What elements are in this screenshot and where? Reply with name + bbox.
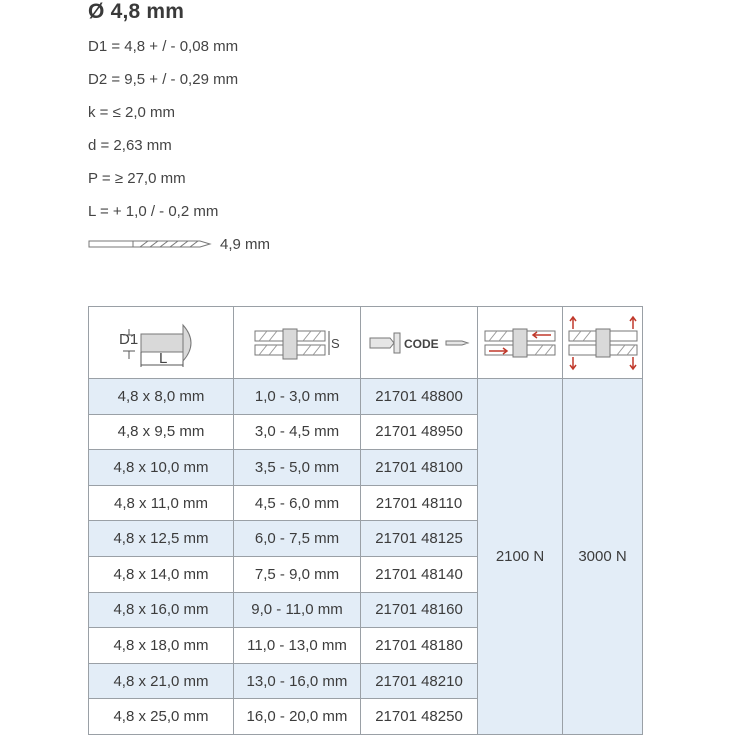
code-cell: 21701 48110 — [361, 485, 478, 521]
grip-cell: 7,5 - 9,0 mm — [234, 556, 361, 592]
grip-cell: 13,0 - 16,0 mm — [234, 663, 361, 699]
spec-d1: D1 = 4,8 + / - 0,08 mm — [88, 38, 239, 55]
grip-cell: 16,0 - 20,0 mm — [234, 699, 361, 735]
code-cell: 21701 48250 — [361, 699, 478, 735]
code-cell: 21701 48950 — [361, 414, 478, 450]
shear-force-value: 2100 N — [478, 379, 563, 735]
rivet-dimensions-header — [89, 307, 234, 379]
table-row — [89, 379, 643, 415]
size-cell: 4,8 x 9,5 mm — [89, 414, 234, 450]
code-cell: 21701 48100 — [361, 450, 478, 486]
table-header-row — [89, 307, 643, 379]
tensile-force-header — [563, 307, 643, 379]
rivet-spec-table — [88, 306, 643, 735]
grip-cell: 3,0 - 4,5 mm — [234, 414, 361, 450]
article-code-header — [361, 307, 478, 379]
grip-cell: 1,0 - 3,0 mm — [234, 379, 361, 415]
grip-cell: 9,0 - 11,0 mm — [234, 592, 361, 628]
grip-cell: 3,5 - 5,0 mm — [234, 450, 361, 486]
rivet-dimensions-icon — [101, 313, 221, 373]
code-cell: 21701 48180 — [361, 628, 478, 664]
article-code-icon — [364, 328, 474, 358]
size-cell: 4,8 x 14,0 mm — [89, 556, 234, 592]
size-cell: 4,8 x 25,0 mm — [89, 699, 234, 735]
grip-range-icon — [247, 323, 347, 363]
spec-k: k = ≤ 2,0 mm — [88, 104, 176, 121]
size-cell: 4,8 x 10,0 mm — [89, 450, 234, 486]
size-cell: 4,8 x 11,0 mm — [89, 485, 234, 521]
code-cell: 21701 48800 — [361, 379, 478, 415]
code-label: CODE — [404, 336, 439, 351]
spec-d: d = 2,63 mm — [88, 137, 172, 154]
grip-cell: 6,0 - 7,5 mm — [234, 521, 361, 557]
drill-size — [88, 234, 270, 254]
tensile-force-icon — [565, 313, 641, 373]
d1-label: D1 — [119, 330, 139, 348]
page-title: Ø 4,8 mm — [88, 0, 185, 23]
code-cell: 21701 48210 — [361, 663, 478, 699]
spec-p: P = ≥ 27,0 mm — [88, 170, 186, 187]
shear-force-icon — [481, 321, 559, 365]
s-label: S — [331, 335, 340, 351]
spec-d2: D2 = 9,5 + / - 0,29 mm — [88, 71, 239, 88]
l-label: L — [159, 349, 168, 367]
code-cell: 21701 48125 — [361, 521, 478, 557]
drill-bit-icon — [88, 237, 212, 251]
grip-cell: 4,5 - 6,0 mm — [234, 485, 361, 521]
drill-size-value: 4,9 mm — [220, 235, 271, 253]
code-cell: 21701 48140 — [361, 556, 478, 592]
size-cell: 4,8 x 21,0 mm — [89, 663, 234, 699]
tensile-force-value: 3000 N — [563, 379, 643, 735]
grip-cell: 11,0 - 13,0 mm — [234, 628, 361, 664]
size-cell: 4,8 x 12,5 mm — [89, 521, 234, 557]
size-cell: 4,8 x 8,0 mm — [89, 379, 234, 415]
spec-l: L = + 1,0 / - 0,2 mm — [88, 203, 219, 220]
code-cell: 21701 48160 — [361, 592, 478, 628]
grip-range-header — [234, 307, 361, 379]
shear-force-header — [478, 307, 563, 379]
size-cell: 4,8 x 18,0 mm — [89, 628, 234, 664]
size-cell: 4,8 x 16,0 mm — [89, 592, 234, 628]
